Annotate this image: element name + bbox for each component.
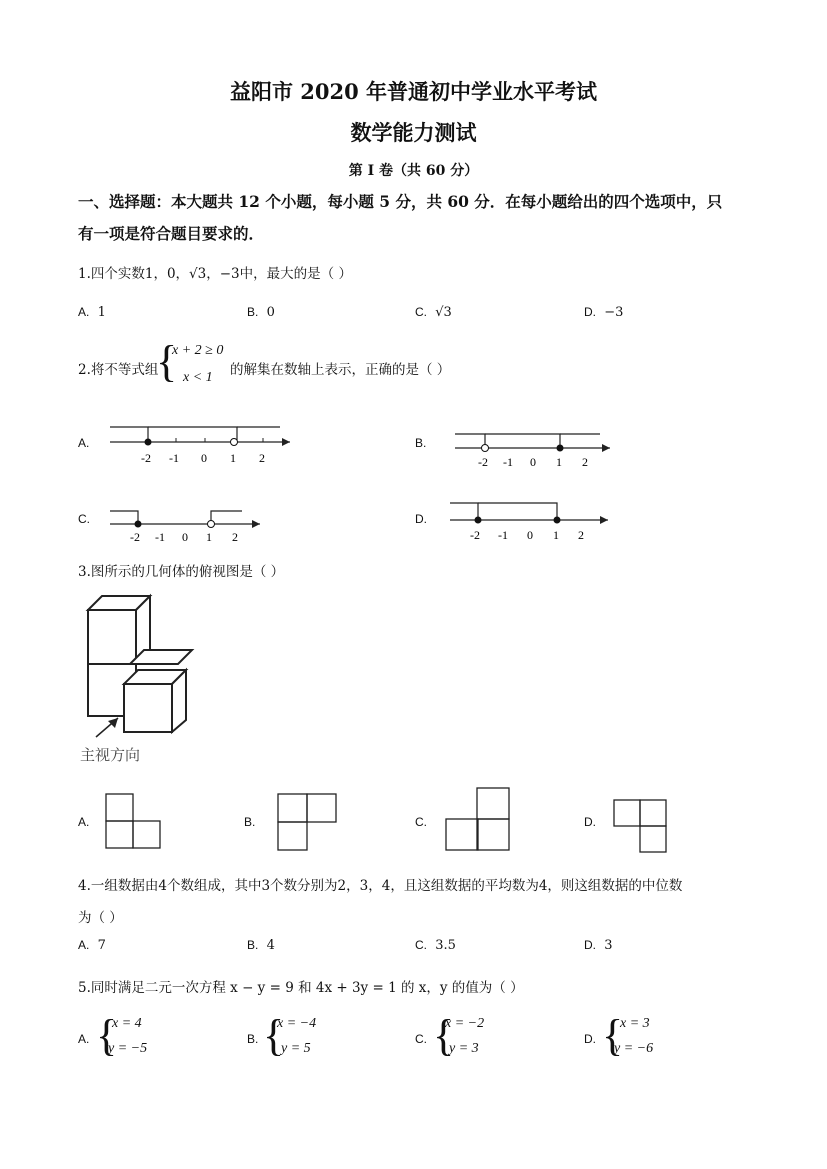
equation-1: x = 3 — [620, 1016, 650, 1031]
tick-label: -1 — [169, 451, 179, 465]
option-label: A. — [78, 1032, 90, 1046]
q3-option-a-label[interactable]: A. — [78, 815, 90, 829]
option-label: D. — [584, 305, 596, 319]
q3-option-d-label[interactable]: D. — [584, 815, 596, 829]
q3-option-c-label[interactable]: C. — [415, 815, 427, 829]
option-value: 3 — [604, 938, 613, 953]
question-2-suffix: 的解集在数轴上表示，正确的是（ ） — [230, 362, 451, 378]
q2-option-a-label[interactable]: A. — [78, 436, 90, 450]
tick-label: -2 — [470, 528, 480, 542]
q1-option-d[interactable] — [584, 305, 623, 320]
tick-label: 1 — [553, 528, 559, 542]
tick-label: -1 — [155, 530, 165, 544]
tick-label: -2 — [141, 451, 151, 465]
q1-option-a[interactable] — [78, 305, 106, 320]
system-brace: { — [602, 1011, 624, 1060]
q3-option-b-figure — [277, 793, 337, 851]
option-value: 1 — [97, 305, 106, 320]
number-line-d — [450, 498, 615, 544]
cube-solid-figure — [80, 592, 190, 772]
equation-1: x = −2 — [445, 1016, 485, 1031]
q2-option-d-label[interactable]: D. — [415, 512, 427, 526]
option-label: B. — [247, 938, 259, 952]
option-label: C. — [415, 305, 427, 319]
number-line-a — [110, 418, 295, 470]
q5-option-b[interactable] — [247, 1012, 397, 1062]
option-label: C. — [415, 938, 427, 952]
equation-2: y = 5 — [281, 1041, 311, 1056]
tick-label: -1 — [498, 528, 508, 542]
option-value: −3 — [604, 305, 624, 320]
tick-label: -2 — [478, 455, 488, 469]
q3-option-a-figure — [105, 793, 163, 849]
section-instructions-line1: 一、选择题：本大题共 12 个小题，每小题 5 分，共 60 分．在每小题给出的四个选项中，只 — [78, 192, 723, 211]
tick-label: 2 — [578, 528, 584, 542]
exam-title: 益阳市 2020 年普通初中学业水平考试 — [229, 79, 598, 104]
q2-option-b-label[interactable]: B. — [415, 436, 427, 450]
tick-label: 0 — [527, 528, 533, 542]
inequality-1: x + 2 ≥ 0 — [172, 343, 224, 358]
system-brace: { — [263, 1011, 285, 1060]
tick-label: 0 — [182, 530, 188, 544]
q2-option-c-label[interactable]: C. — [78, 512, 90, 526]
q5-option-d[interactable] — [584, 1012, 734, 1062]
q3-option-b-label[interactable]: B. — [244, 815, 256, 829]
tick-label: 0 — [201, 451, 207, 465]
q3-option-c-figure — [445, 787, 511, 851]
q5-option-c[interactable] — [415, 1012, 565, 1062]
question-2-prefix: 2.将不等式组 — [78, 362, 159, 378]
q4-option-d[interactable] — [584, 938, 613, 953]
option-value: 3.5 — [435, 938, 456, 953]
number-line-b — [455, 428, 620, 473]
option-label: A. — [78, 305, 90, 319]
system-brace: { — [96, 1011, 118, 1060]
option-label: D. — [584, 938, 596, 952]
tick-label: -2 — [130, 530, 140, 544]
option-value: 7 — [97, 938, 106, 953]
tick-label: 1 — [556, 455, 562, 469]
q4-option-a[interactable] — [78, 938, 106, 953]
option-value: 0 — [266, 305, 275, 320]
system-brace: { — [156, 337, 178, 386]
q1-option-b[interactable] — [247, 305, 275, 320]
question-5-stem: 5.同时满足二元一次方程 x − y = 9 和 4x + 3y = 1 的 x，y 的值为（ ） — [78, 980, 524, 996]
q1-option-c[interactable] — [415, 305, 452, 320]
tick-label: -1 — [503, 455, 513, 469]
tick-label: 2 — [582, 455, 588, 469]
tick-label: 1 — [206, 530, 212, 544]
equation-1: x = −4 — [277, 1016, 317, 1031]
equation-2: y = −6 — [614, 1041, 654, 1056]
option-label: C. — [415, 1032, 427, 1046]
inequality-2: x < 1 — [183, 370, 213, 385]
tick-label: 2 — [232, 530, 238, 544]
exam-subtitle: 数学能力测试 — [350, 120, 477, 145]
q4-option-b[interactable] — [247, 938, 275, 953]
question-4-stem-line1: 4.一组数据由4个数组成，其中3个数分别为2，3，4，且这组数据的平均数为4，则这组数据的中位数 — [78, 878, 683, 894]
option-value: 4 — [266, 938, 275, 953]
equation-2: y = 3 — [449, 1041, 479, 1056]
tick-label: 1 — [230, 451, 236, 465]
section-instructions-line2: 有一项是符合题目要求的． — [78, 224, 265, 243]
number-line-c — [110, 506, 270, 548]
q5-option-a[interactable] — [78, 1012, 228, 1062]
tick-label: 2 — [259, 451, 265, 465]
tick-label: 0 — [530, 455, 536, 469]
question-1-stem: 1.四个实数1，0，√3，−3中，最大的是（ ） — [78, 266, 352, 282]
equation-1: x = 4 — [112, 1016, 142, 1031]
system-brace: { — [433, 1011, 455, 1060]
view-direction-label: 主视方向 — [80, 746, 141, 764]
part-heading: 第 I 卷（共 60 分） — [348, 163, 479, 179]
option-label: D. — [584, 1032, 596, 1046]
q4-option-c[interactable] — [415, 938, 456, 953]
question-4-stem-line2: 为（ ） — [78, 910, 123, 926]
option-label: A. — [78, 938, 90, 952]
option-value: √3 — [435, 305, 452, 320]
q3-option-d-figure — [613, 799, 669, 855]
option-label: B. — [247, 305, 259, 319]
option-label: B. — [247, 1032, 259, 1046]
equation-2: y = −5 — [108, 1041, 148, 1056]
question-3-stem: 3.图所示的几何体的俯视图是（ ） — [78, 564, 285, 580]
